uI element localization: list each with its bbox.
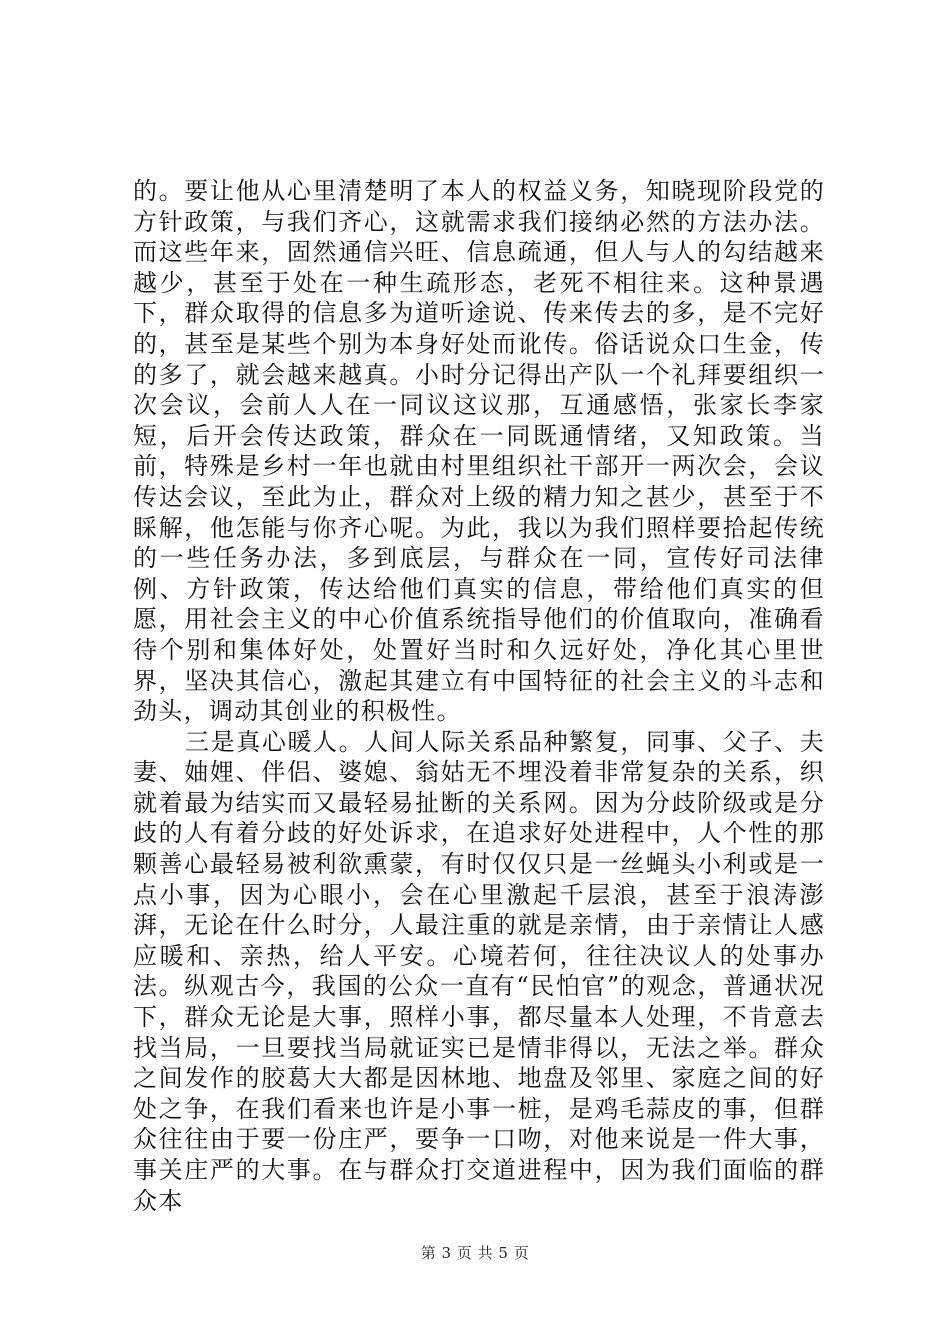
paragraph-continuation: 的。要让他从心里清楚明了本人的权益义务，知晓现阶段党的方针政策，与我们齐心，这就需求我们接纳必然的方法办法。而这些年来，固然通信兴旺、信息疏通，但人与人的勾结越来越少，甚至于处在一种生疏形态，老死不相往来。这种景遇下，群众取得的信息多为道听途说、传来传去的多，是不完好的，甚至是某些个别为本身好处而讹传。俗话说众口生金，传的多了，就会越来越真。小时分记得出产队一个礼拜要组织一次会议，会前人人在一同议这议那，互通感悟，张家长李家短，后开会传达政策，群众在一同既通情绪，又知政策。当前，特殊是乡村一年也就由村里组织社干部开一两次会，会议传达会议，至此为止，群众对上级的精力知之甚少，甚至于不睬解，他怎能与你齐心呢。为此，我以为我们照样要拾起传统的一些任务办法，多到底层，与群众在一同，宣传好司法律例、方针政策，传达给他们真实的信息，带给他们真实的但愿，用社会主义的中心价值系统指导他们的价值取向，准确看待个别和集体好处，处置好当时和久远好处，净化其心里世界，坚决其信心，激起其建立有中国特征的社会主义的斗志和劲头，调动其创业的积极性。 <box>133 177 825 726</box>
document-body <box>133 176 825 1216</box>
page-footer: 第 3 页 共 5 页 <box>420 1244 530 1262</box>
paragraph-zhenxin-nuanren: 三是真心暖人。人间人际关系品种繁复，同事、父子、夫妻、妯娌、伴侣、婆媳、翁姑无不埋没着非常复杂的关系，织就着最为结实而又最轻易扯断的关系网。因为分歧阶级或是分歧的人有着分歧的好处诉求，在追求好处进程中，人个性的那颗善心最轻易被利欲熏蒙，有时仅仅只是一丝蝇头小利或是一点小事，因为心眼小，会在心里激起千层浪，甚至于浪涛澎湃，无论在什么时分，人最注重的就是亲情，由于亲情让人感应暖和、亲热，给人平安。心境若何，往往决议人的处事办法。纵观古今，我国的公众一直有“民怕官”的观念，普通状况下，群众无论是大事，照样小事，都尽量本人处理，不肯意去找当局，一旦要找当局就证实已是情非得以，无法之举。群众之间发作的胶葛大大都是因林地、地盘及邻里、家庭之间的好处之争，在我们看来也许是小事一桩，是鸡毛蒜皮的事，但群众往往由于要一份庄严，要争一口吻，对他来说是一件大事，事关庄严的大事。在与群众打交道进程中，因为我们面临的群众本 <box>133 727 825 1215</box>
